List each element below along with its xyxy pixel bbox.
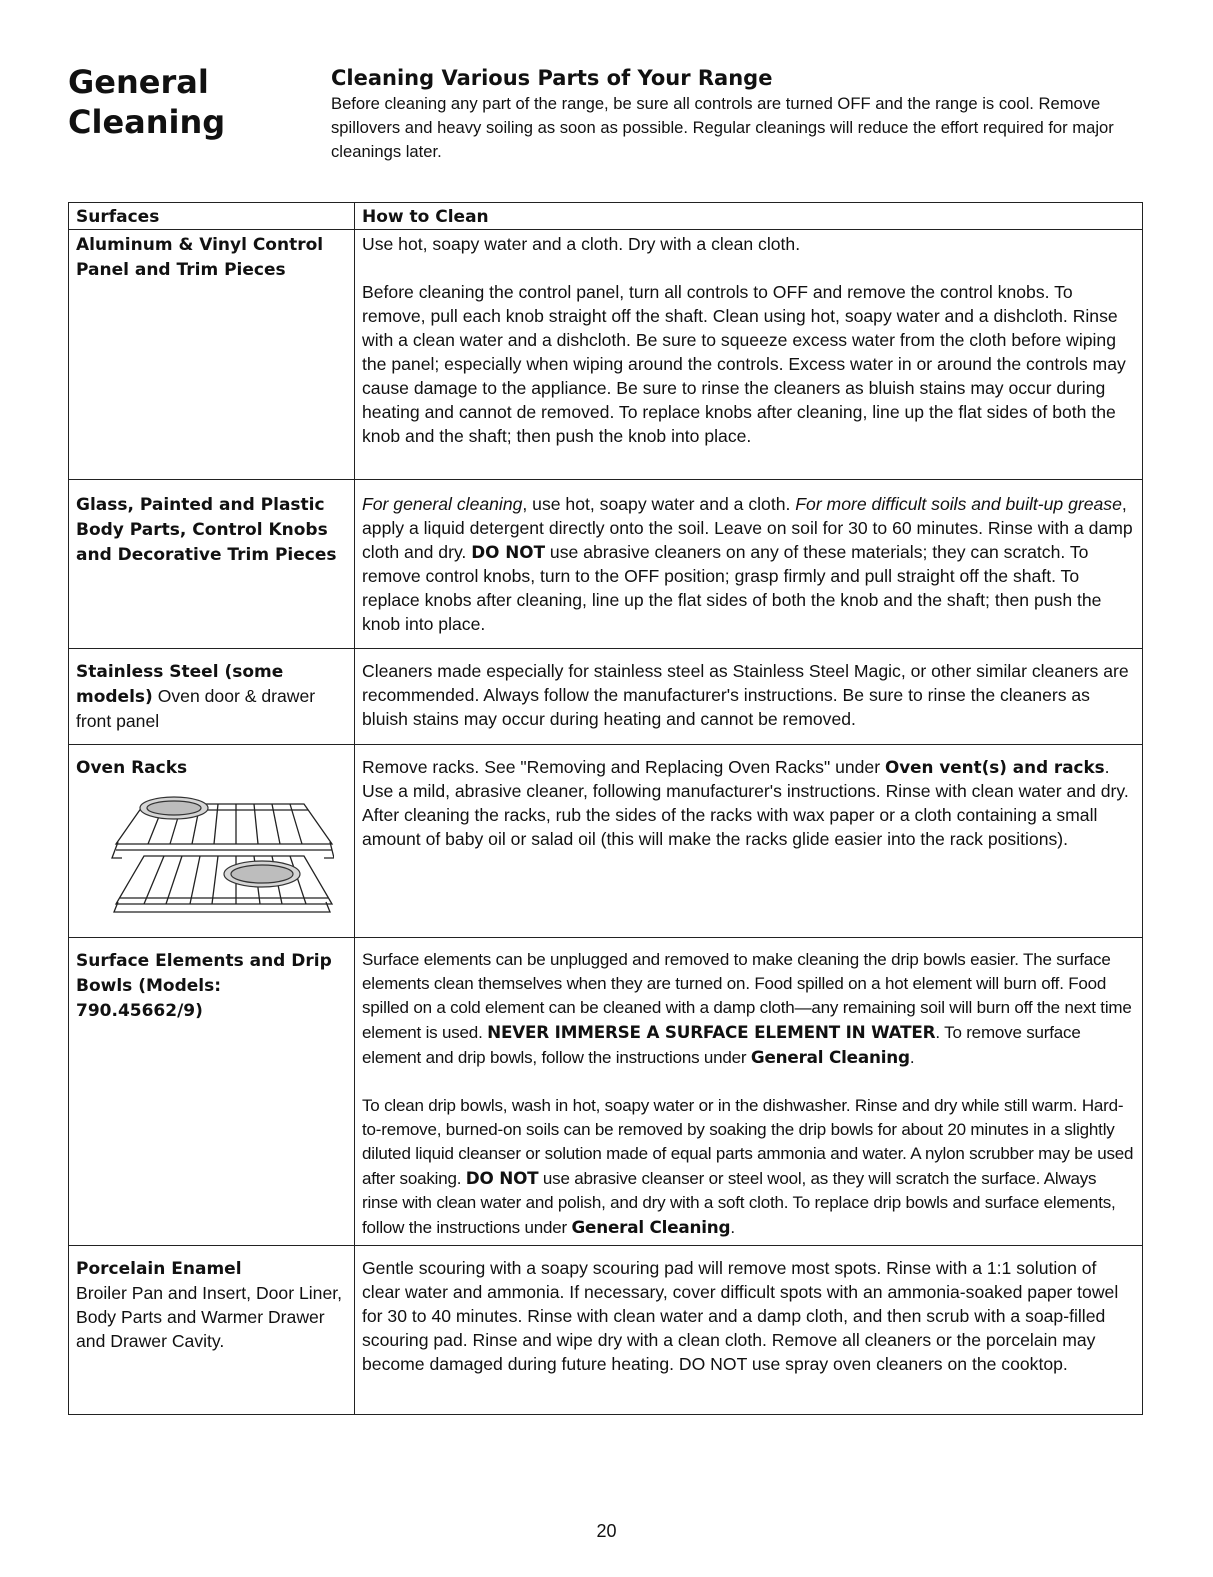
intro-block (331, 64, 1161, 164)
text-run: , apply a liquid detergent directly onto the soil. Leave on soil for 30 to 60 minutes. Rinse with a damp cloth and dry. (362, 494, 1133, 562)
bold-reference: General Cleaning (571, 1217, 731, 1237)
section-title (68, 62, 288, 142)
how-paragraph: Gentle scouring with a soapy scouring pad will remove most spots. Rinse with a 1:1 solution of clear water and ammonia. If necessary, cover difficult spots with an ammonia-soaked paper towel for 30 to 40 minutes. Rinse with clean water and a damp cloth, and then scrub with a soap-filled scouring pad. Rinse and wipe dry with a clean cloth. Remove all cleaners or the porcelain may become damaged during future heating. DO NOT use spray oven cleaners on the cooktop. (362, 1258, 1119, 1374)
table-row (69, 480, 1143, 649)
how-paragraph: Before cleaning the control panel, turn all controls to OFF and remove the control knobs. To remove, pull each knob straight off the shaft. Clean using hot, soapy water and a dishcloth. Rinse with a clean water and a dishcloth. Be sure to squeeze excess water from the cloth before wiping the panel; especially when wiping around the controls. Excess water in or around the controls may cause damage to the appliance. Be sure to rinse the cleaners as bluish stains may occur during heating and cannot de removed. To replace knobs after cleaning, line up the flat sides of both the knob and the shaft; then push the knob into place. (362, 282, 1126, 446)
surface-cell (69, 649, 355, 745)
how-to-clean-cell (355, 480, 1143, 649)
how-to-clean-cell (355, 938, 1143, 1246)
surface-name: Aluminum & Vinyl Control Panel and Trim Pieces (76, 235, 324, 280)
how-to-clean-cell (355, 649, 1143, 745)
surface-cell (69, 938, 355, 1246)
text-run: To clean drip bowls, wash in hot, soapy water or in the dishwasher. Rinse and dry while still warm. Hard-to-remove, burned-on soils can be removed by soaking the drip bowls for about 20 minutes in a slightly diluted liquid cleanser or solution made of equal parts ammonia and water. A nylon scrubber may be used after soaking. (362, 1096, 1134, 1188)
text-run: , use hot, soapy water and a cloth. (522, 494, 796, 514)
how-to-clean-cell (355, 230, 1143, 480)
how-paragraph (362, 492, 1136, 636)
text-run: . To remove surface element and drip bowls, follow the instructions under (362, 1023, 1081, 1067)
text-run: use abrasive cleanser or steel wool, as they will scratch the surface. Always rinse with clean water and polish, and dry with a soft cloth. To replace drip bowls and surface elements, follow the instructions under (362, 1169, 1116, 1237)
how-to-clean-cell (355, 745, 1143, 938)
how-paragraph: Use hot, soapy water and a cloth. Dry with a clean cloth. (362, 234, 801, 254)
table-row (69, 745, 1143, 938)
header-surfaces: Surfaces (69, 203, 355, 230)
cleaning-table (68, 202, 1143, 1415)
section-title-line2: Cleaning (68, 103, 226, 141)
surface-cell (69, 745, 355, 938)
surface-name: Glass, Painted and Plastic Body Parts, Control Knobs and Decorative Trim Pieces (76, 495, 337, 565)
table-header-row (69, 203, 1143, 230)
how-to-clean-cell (355, 1246, 1143, 1415)
bold-reference: General Cleaning (750, 1047, 910, 1067)
text-run: . (730, 1218, 735, 1237)
surface-name: Oven Racks (76, 758, 188, 778)
text-run: . Use a mild, abrasive cleaner, following manufacturer's instructions. Rinse with clean water and dry. After cleaning the racks, rub the sides of the racks with wax paper or a cloth containing a small amount of baby oil or salad oil (this will make the racks glide easier into the rack positions). (362, 757, 1129, 849)
surface-description: Broiler Pan and Insert, Door Liner, Body Parts and Warmer Drawer and Drawer Cavity. (76, 1283, 343, 1351)
text-run: Remove racks. See "Removing and Replacing Oven Racks" under (362, 757, 885, 777)
surface-cell (69, 230, 355, 480)
oven-racks-icon (104, 786, 334, 916)
table-row (69, 230, 1143, 480)
bold-warning: NEVER IMMERSE A SURFACE ELEMENT IN WATER (487, 1022, 936, 1042)
page-heading: Cleaning Various Parts of Your Range (331, 66, 773, 90)
surface-cell (69, 480, 355, 649)
how-paragraph (362, 755, 1136, 851)
header-how-to-clean: How to Clean (355, 203, 1143, 230)
bold-warning: DO NOT (471, 542, 546, 562)
italic-text: For more difficult soils and built-up grease (795, 494, 1122, 514)
table-row (69, 938, 1143, 1246)
how-paragraph (362, 948, 1136, 1070)
section-title-line1: General (68, 63, 209, 101)
text-run: use abrasive cleaners on any of these materials; they can scratch. To remove control knobs, turn to the OFF position; grasp firmly and pull straight off the shaft. To replace knobs after cleaning, line up the flat sides of both the knob and the shaft; then push the knob into place. (362, 542, 1102, 634)
table-row (69, 1246, 1143, 1415)
surface-name: Surface Elements and Drip Bowls (Models: 790.45662/9) (76, 951, 332, 1021)
surface-name: Stainless Steel (some models) (76, 662, 284, 707)
bold-warning: DO NOT (465, 1168, 539, 1188)
surface-description: Oven door & drawer front panel (76, 686, 316, 731)
table-row (69, 649, 1143, 745)
how-paragraph (362, 1094, 1136, 1240)
text-run: . (909, 1048, 915, 1067)
page-number: 20 (596, 1521, 617, 1541)
surface-name: Porcelain Enamel (76, 1259, 242, 1279)
surface-cell (69, 1246, 355, 1415)
how-paragraph: Cleaners made especially for stainless steel as Stainless Steel Magic, or other similar cleaners are recommended. Always follow the manufacturer's instructions. Be sure to rinse the cleaners as bluish stains may occur during heating and cannot be removed. (362, 661, 1129, 729)
intro-text: Before cleaning any part of the range, be sure all controls are turned OFF and the range is cool. Remove spillovers and heavy soiling as soon as possible. Regular cleanings will reduce the effort required for major cleanings later. (331, 94, 1114, 161)
italic-text: For general cleaning (362, 494, 523, 514)
text-run: Surface elements can be unplugged and removed to make cleaning the drip bowls easier. The surface elements clean themselves when they are turned on. Food spilled on a hot element will burn off. Food spilled on a cold element can be cleaned with a damp cloth—any remaining soil will burn off the next time element is used. (362, 950, 1132, 1042)
bold-reference: Oven vent(s) and racks (884, 757, 1105, 777)
